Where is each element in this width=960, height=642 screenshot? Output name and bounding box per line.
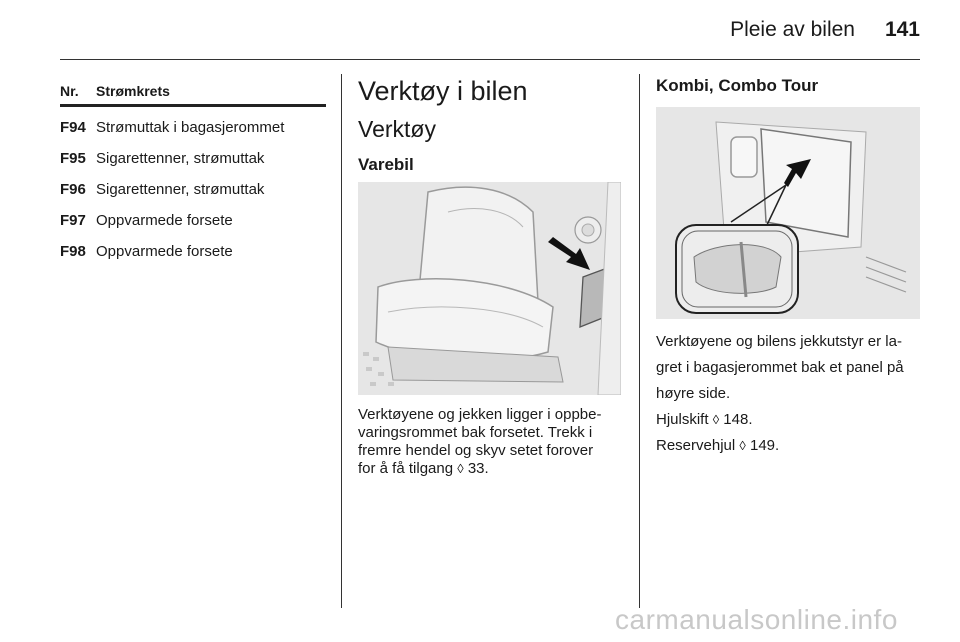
text-line-with-ref xyxy=(358,460,628,478)
heading-tools: Verktøy xyxy=(358,116,436,142)
text-line: høyre side. xyxy=(656,385,731,402)
text-line: for å få tilgang xyxy=(358,460,454,477)
paragraph xyxy=(656,333,928,403)
fuse-number: F98 xyxy=(60,243,86,260)
column-header-nr: Nr. xyxy=(60,83,79,99)
kombi-tools-paragraph xyxy=(656,333,928,463)
watermark: carmanualsonline.info xyxy=(615,604,898,635)
page-ref-icon: ◊ xyxy=(712,412,720,427)
tools-section xyxy=(358,74,624,176)
column-header-circuit: Strømkrets xyxy=(96,83,170,99)
text-line: gret i bagasjerommet bak et panel på xyxy=(656,359,904,376)
text-line: Verktøyene og jekken ligger i oppbe- xyxy=(358,406,602,423)
van-tools-paragraph xyxy=(358,406,628,478)
header-rule xyxy=(60,59,920,60)
page-ref-icon: ◊ xyxy=(739,438,746,453)
table-row xyxy=(60,236,326,267)
table-row xyxy=(60,112,326,143)
table-header xyxy=(60,80,326,102)
fuse-circuit: Strømuttak i bagasjerommet xyxy=(96,119,285,136)
heading-kombi: Kombi, Combo Tour xyxy=(656,76,819,95)
page-number: 141 xyxy=(884,18,920,41)
ref-label: Hjulskift xyxy=(656,411,709,428)
ref-label: Reservehjul xyxy=(656,437,736,454)
heading-van: Varebil xyxy=(358,155,414,174)
cross-reference xyxy=(656,437,928,455)
text-line: Verktøyene og bilens jekkutstyr er la- xyxy=(656,333,902,350)
column-divider-right xyxy=(639,74,640,608)
fuse-circuit: Sigarettenner, strømuttak xyxy=(96,181,265,198)
page-ref-icon: ◊ xyxy=(457,461,464,476)
kombi-trunk-illustration xyxy=(656,107,920,319)
fuse-circuit: Oppvarmede forsete xyxy=(96,243,233,260)
fuse-number: F95 xyxy=(60,150,86,167)
fuse-number: F94 xyxy=(60,119,86,136)
table-header-rule xyxy=(60,104,326,107)
column-divider-left xyxy=(341,74,342,608)
section-title: Pleie av bilen xyxy=(730,18,855,41)
page-ref-link[interactable]: 148. xyxy=(723,411,753,428)
heading-tools-in-car: Verktøy i bilen xyxy=(358,76,528,106)
fuse-circuit: Sigarettenner, strømuttak xyxy=(96,150,265,167)
page-ref-link[interactable]: 149. xyxy=(750,437,780,454)
fuse-circuit: Oppvarmede forsete xyxy=(96,212,233,229)
fuse-table xyxy=(60,80,326,267)
table-row xyxy=(60,205,326,236)
fuse-number: F96 xyxy=(60,181,86,198)
van-seat-illustration xyxy=(358,182,621,395)
table-row xyxy=(60,174,326,205)
text-line: varingsrommet bak forsetet. Trekk i xyxy=(358,424,593,441)
page-ref-link[interactable]: 33. xyxy=(467,460,489,477)
cross-reference xyxy=(656,411,928,429)
fuse-number: F97 xyxy=(60,212,86,229)
text-line: fremre hendel og skyv setet forover xyxy=(358,442,594,459)
table-row xyxy=(60,143,326,174)
